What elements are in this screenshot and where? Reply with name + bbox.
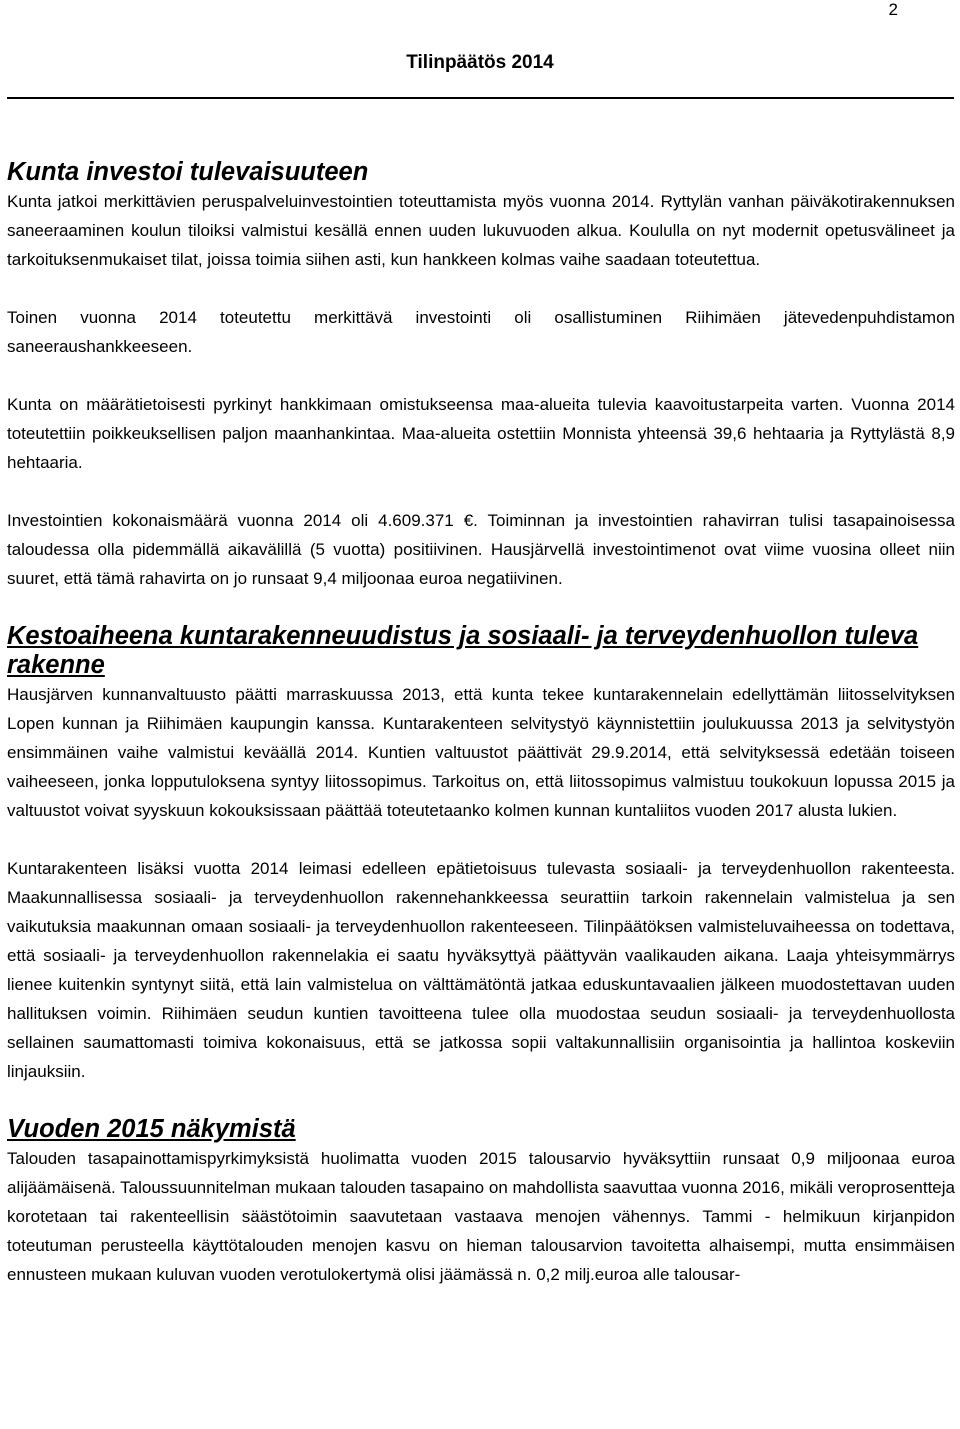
paragraph: Talouden tasapainottamispyrkimyksistä huolimatta vuoden 2015 talousarvio hyväksyttiin runsaat 0,9 miljoonaa euroa alijäämäisenä. Taloussuunnitelman mukaan talouden tasapaino on mahdollista saavuttaa vuonna 2016, mikäli veroprosentteja korotetaan tai rakenteellisin säästötoimin saavutetaan vastaava menojen vähennys. Tammi - helmikuun kirjanpidon toteutuman perusteella käyttötalouden menojen kasvu on hieman talousarvion tavoitetta alhaisempi, mutta ensimmäisen ennusteen mukaan kuluvan vuoden verotulokertymä olisi jäämässä n. 0,2 milj.euroa alle talousar- [7,1149,955,1284]
document-body [7,158,955,1289]
section-heading-investments: Kunta investoi tulevaisuuteen [7,158,369,186]
header-divider [7,97,954,99]
paragraph: Hausjärven kunnanvaltuusto päätti marraskuussa 2013, että kunta tekee kuntarakennelain edellyttämän liitosselvityksen Lopen kunnan ja Riihimäen kaupungin kanssa. Kuntarakenteen selvitystyö käynnistettiin joulukuussa 2013 ja selvitystyön ensimmäinen vaihe valmistui keväällä 2014. Kuntien valtuustot päättivät 29.9.2014, että selvityksessä edetään toiseen vaiheeseen, jonka lopputuloksena syntyy liitossopimus. Tarkoitus on, että liitossopimus valmistuu toukokuun lopussa 2015 ja valtuustot voivat syyskuun kokouksissaan päättää toteutetaanko kolmen kunnan kuntaliitos vuoden 2017 alusta lukien. [7,685,955,820]
document-title: Tilinpäätös 2014 [406,52,554,73]
section-heading-municipal-reform: Kestoaiheena kuntarakenneuudistus ja sosiaali- ja terveydenhuollon tuleva rakenne [7,622,919,679]
paragraph: Kunta jatkoi merkittävien peruspalveluinvestointien toteuttamista myös vuonna 2014. Ryttylän vanhan päiväkotirakennuksen saneeraaminen koulun tiloiksi valmistui kesällä ennen uuden lukuvuoden alkua. Koululla on nyt modernit opetusvälineet ja tarkoituksenmukaiset tilat, joissa toimia siihen asti, kun hankkeen kolmas vaihe saadaan toteutettua. [7,192,955,269]
section-heading-outlook-2015: Vuoden 2015 näkymistä [7,1115,296,1143]
page-number: 2 [888,0,898,19]
paragraph: Investointien kokonaismäärä vuonna 2014 oli 4.609.371 €. Toiminnan ja investointien rahavirran tulisi tasapainoisessa taloudessa olla pidemmällä aikavälillä (5 vuotta) positiivinen. Hausjärvellä investointimenot ovat viime vuosina olleet niin suuret, että tämä rahavirta on jo runsaat 9,4 miljoonaa euroa negatiivinen. [7,511,955,588]
paragraph: Kuntarakenteen lisäksi vuotta 2014 leimasi edelleen epätietoisuus tulevasta sosiaali- ja terveydenhuollon rakenteesta. Maakunnallisessa sosiaali- ja terveydenhuollon rakennehankkeessa seurattiin tarkoin rakennelain valmistelua ja sen vaikutuksia maakunnan omaan sosiaali- ja terveydenhuollon rakenteeseen. Tilinpäätöksen valmisteluvaiheessa on todettava, että sosiaali- ja terveydenhuollon rakennelakia ei saatu hyväksyttyä päättyvän vaalikauden aikana. Laaja yhteisymmärrys lienee kuitenkin syntynyt siitä, että lain valmistelua on välttämätöntä jatkaa eduskuntavaalien jälkeen muodostettavan uuden hallituksen voimin. Riihimäen seudun kuntien tavoitteena tulee olla muodostaa seudun sosiaali- ja terveydenhuollosta sellainen saumattomasti toimiva kokonaisuus, että se jatkossa sopii valtakunnallisiin organisointia ja hallintoa koskeviin linjauksiin. [7,859,955,1081]
paragraph: Kunta on määrätietoisesti pyrkinyt hankkimaan omistukseensa maa-alueita tulevia kaavoitustarpeita varten. Vuonna 2014 toteutettiin poikkeuksellisen paljon maanhankintaa. Maa-alueita ostettiin Monnista yhteensä 39,6 hehtaaria ja Ryttylästä 8,9 hehtaaria. [7,395,955,472]
paragraph: Toinen vuonna 2014 toteutettu merkittävä investointi oli osallistuminen Riihimäen jätevedenpuhdistamon saneeraushankkeeseen. [7,308,955,356]
